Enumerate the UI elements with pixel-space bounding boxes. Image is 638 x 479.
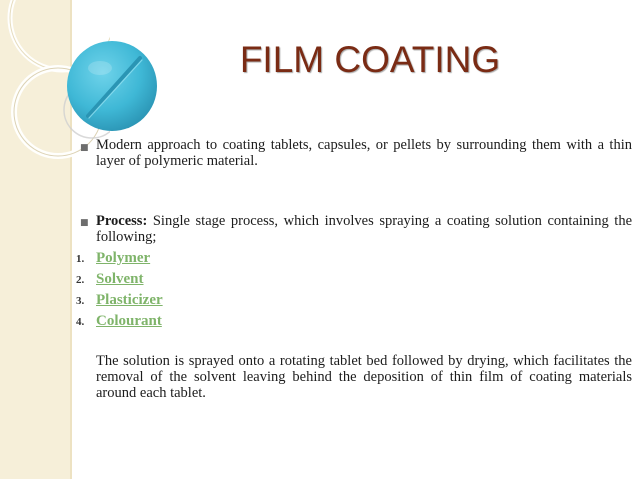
tablet-image [64,38,160,134]
process-label: Process: [96,213,148,229]
bullet-icon: ■ [80,218,89,228]
bullet-icon: ■ [80,143,89,153]
closing-paragraph: The solution is sprayed onto a rotating tablet bed followed by drying, which facilitates the removal of the solvent leaving behind the deposition of thin film of coating materials around each tablet. [96,353,632,401]
list-number: 2. [76,274,85,286]
list-item-colourant[interactable]: Colourant [96,313,162,329]
list-item-polymer[interactable]: Polymer [96,250,151,266]
process-paragraph [96,213,632,245]
process-text: Single stage process, which involves spraying a coating solution containing the following; [96,213,632,245]
list-item-solvent[interactable]: Solvent [96,271,144,287]
slide-title: FILM COATING [239,39,501,80]
intro-paragraph: Modern approach to coating tablets, capsules, or pellets by surrounding them with a thin layer of polymeric material. [96,137,632,169]
list-number: 4. [76,316,85,328]
list-number: 3. [76,295,85,307]
list-number: 1. [76,253,85,265]
list-item-plasticizer[interactable]: Plasticizer [96,292,163,308]
